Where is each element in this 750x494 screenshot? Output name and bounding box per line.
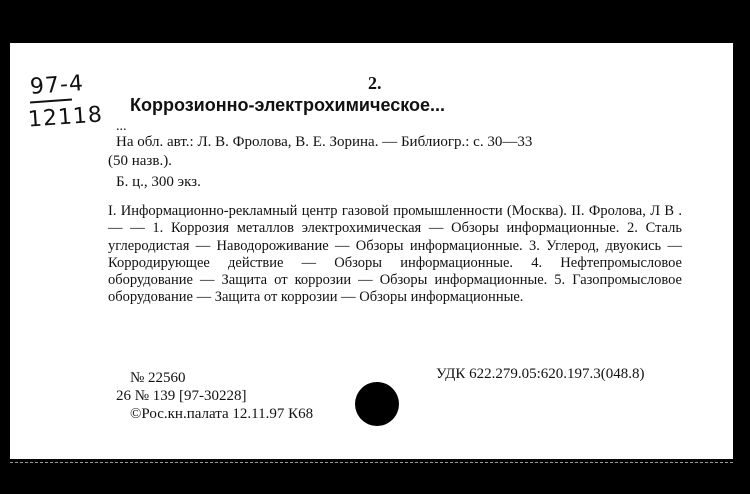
udc-code: УДК 622.279.05:620.197.3(048.8) <box>436 366 645 382</box>
handwritten-code-2: 12118 <box>27 102 104 133</box>
annotation-block <box>108 203 682 307</box>
card-title: Коррозионно-электрохимическое... <box>130 95 446 115</box>
price-line: Б. ц., 300 экз. <box>116 174 201 190</box>
catalog-card <box>10 43 733 459</box>
authors-line-1: На обл. авт.: Л. В. Фролова, В. Е. Зорина. — Библиогр.: с. 30—33 <box>116 134 533 150</box>
annotation-text: I. Информационно-рекламный центр газовой промышленности (Москва). II. Фролова, Л В . — — 1. Коррозия металлов электрохимическая — Обзоры информационные. 2. Сталь углеродистая — Наводороживание — Обзоры информационные. 3. Углерод, двуокись — Корродирующее действие — Обзоры информационные. 4. Нефтепромысловое оборудование — Защита от коррозии — Обзоры информационные. 5. Газопромысловое оборудование — Защита от коррозии — Обзоры информационные. <box>108 203 682 306</box>
handwritten-code-1: 97-4 <box>29 71 85 100</box>
punch-hole <box>355 382 399 426</box>
card-edge-dashes <box>10 462 733 463</box>
authors-line-2: (50 назв.). <box>108 153 172 169</box>
title-ellipsis: ... <box>116 119 127 134</box>
order-line: 26 № 139 [97-30228] <box>116 388 247 404</box>
registration-number: № 22560 <box>130 370 186 386</box>
card-number: 2. <box>368 73 382 93</box>
book-chamber-line: ©Рос.кн.палата 12.11.97 К68 <box>130 406 314 422</box>
